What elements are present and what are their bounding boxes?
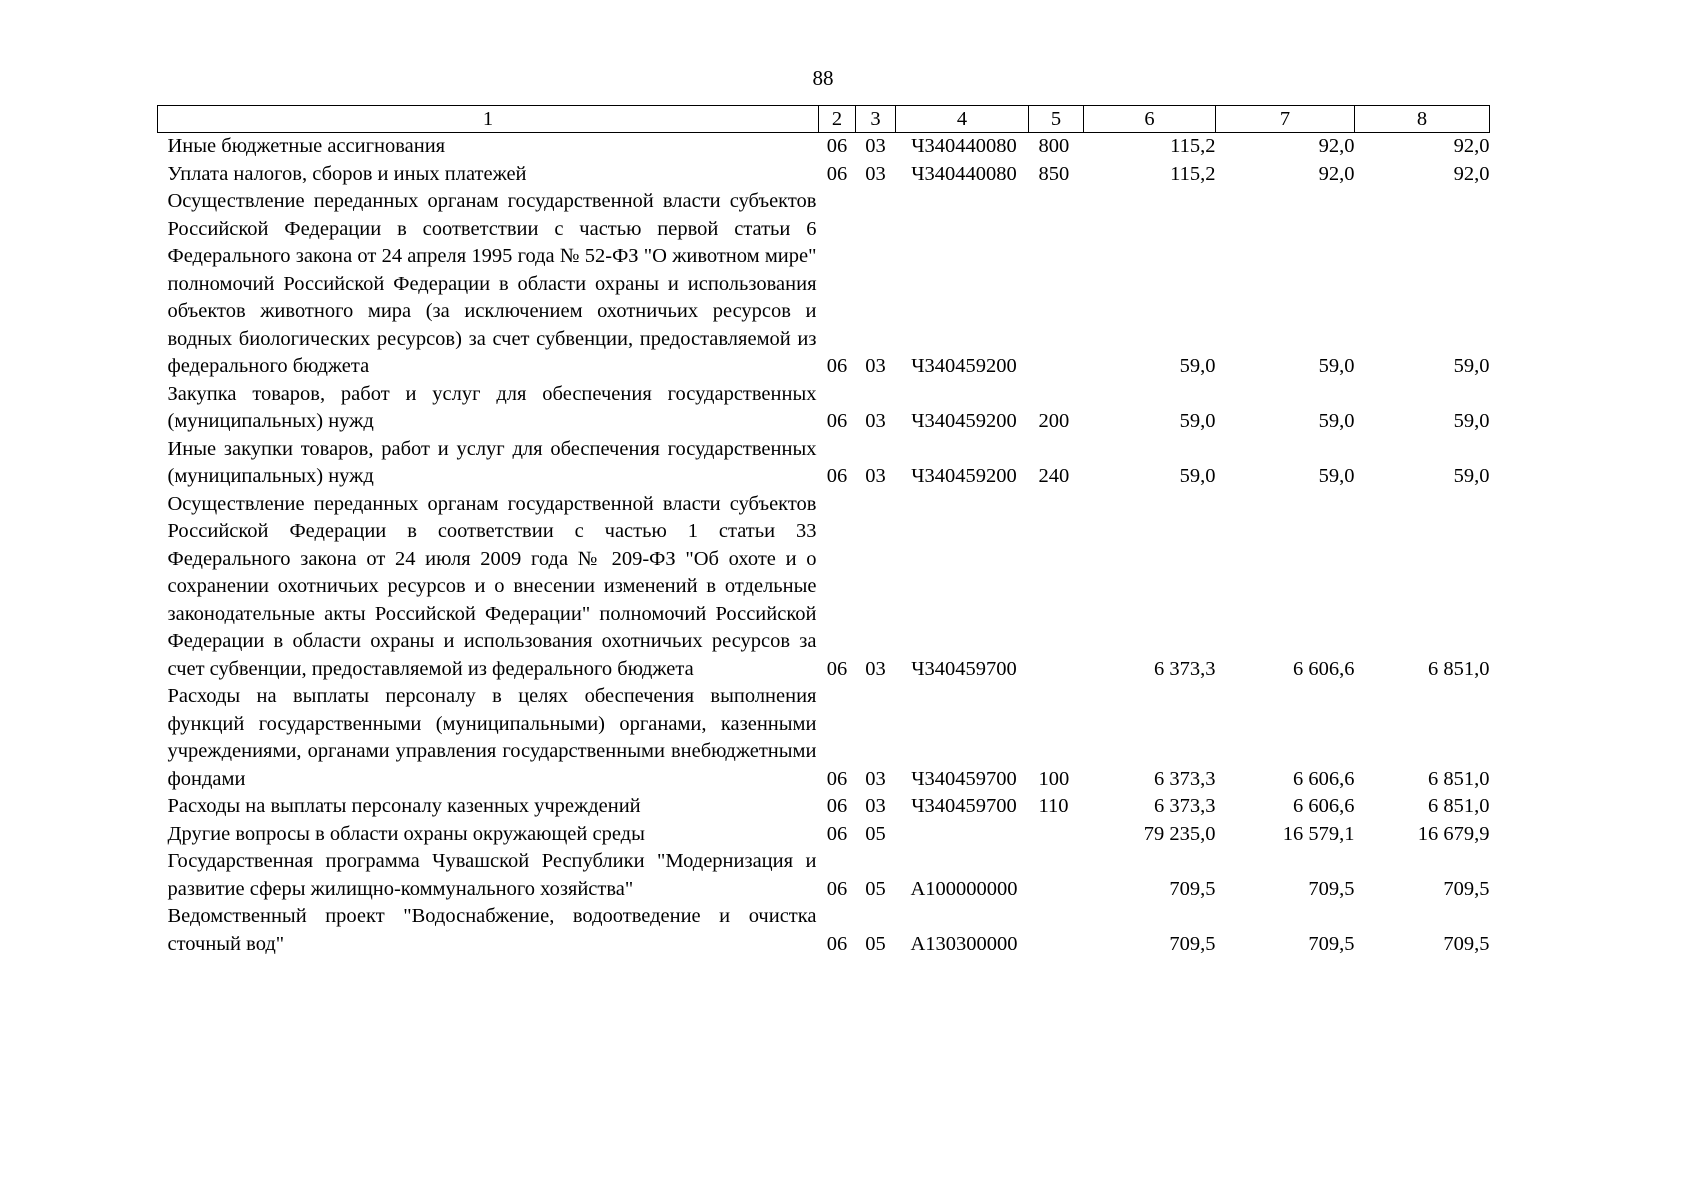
amount-col-8: 59,0 xyxy=(1453,465,1490,487)
subsection-code: 05 xyxy=(865,932,886,955)
table-row xyxy=(158,848,1490,903)
amount-col-7: 6 606,6 xyxy=(1293,657,1355,680)
header-row xyxy=(158,106,1490,133)
row-name: Другие вопросы в области охраны окружающей среды xyxy=(167,822,645,845)
section-code: 06 xyxy=(826,795,848,817)
col-header-7: 7 xyxy=(1216,106,1355,133)
section-code: 06 xyxy=(826,932,848,955)
table-row xyxy=(158,381,1490,436)
expense-type-code: 850 xyxy=(1038,162,1070,185)
amount-col-7: 709,5 xyxy=(1308,877,1355,900)
amount-col-6: 59,0 xyxy=(1179,465,1216,487)
amount-col-7: 92,0 xyxy=(1318,135,1355,157)
table-row xyxy=(158,161,1490,189)
amount-col-7: 59,0 xyxy=(1318,410,1355,432)
row-name: Иные закупки товаров, работ и услуг для обеспечения государственных (муниципальных) нужд xyxy=(167,437,817,487)
amount-col-8: 59,0 xyxy=(1453,355,1490,377)
target-article-code: A100000000 xyxy=(910,877,1018,900)
amount-col-7: 92,0 xyxy=(1318,162,1355,185)
amount-col-7: 59,0 xyxy=(1318,355,1355,377)
amount-col-8: 6 851,0 xyxy=(1428,657,1490,680)
subsection-code: 03 xyxy=(865,795,886,817)
expense-type-code: 110 xyxy=(1038,795,1069,817)
section-code: 06 xyxy=(826,767,848,790)
subsection-code: 03 xyxy=(865,162,886,185)
subsection-code: 03 xyxy=(865,410,886,432)
row-name: Осуществление переданных органам государственной власти субъектов Российской Федерации в соответствии с частью первой статьи 6 Федерального закона от 24 апреля 1995 года № 52-ФЗ "О животном мире" полномочий Российской Федерации в области охраны и использования объектов животного мира (за исключением охотничьих ресурсов и водных биологических ресурсов) за счет субвенции, предоставляемой из федерального бюджета xyxy=(167,190,817,377)
table-row xyxy=(158,133,1490,161)
target-article-code: Ч340459200 xyxy=(911,410,1017,432)
col-header-2: 2 xyxy=(819,106,856,133)
expense-type-code xyxy=(1029,848,1084,903)
col-header-1: 1 xyxy=(158,106,819,133)
row-name: Закупка товаров, работ и услуг для обеспечения государственных (муниципальных) нужд xyxy=(167,382,817,432)
table-row xyxy=(158,821,1490,849)
section-code: 06 xyxy=(826,355,848,377)
target-article-code: Ч340459700 xyxy=(911,767,1017,790)
amount-col-8: 6 851,0 xyxy=(1428,767,1490,790)
table-row xyxy=(158,683,1490,793)
table-row xyxy=(158,903,1490,958)
target-article-code: Ч340440080 xyxy=(911,135,1017,157)
amount-col-6: 115,2 xyxy=(1170,135,1216,157)
col-header-5: 5 xyxy=(1029,106,1084,133)
section-code: 06 xyxy=(826,135,848,157)
expense-type-code: 800 xyxy=(1038,135,1070,157)
expense-type-code xyxy=(1029,491,1084,684)
amount-col-6: 6 373,3 xyxy=(1154,657,1216,680)
target-article-code: Ч340459700 xyxy=(911,657,1017,680)
target-article-code: A130300000 xyxy=(910,932,1018,955)
expense-type-code: 100 xyxy=(1038,767,1070,790)
target-article-code: Ч340459200 xyxy=(911,355,1017,377)
row-name: Расходы на выплаты персоналу казенных учреждений xyxy=(167,795,641,817)
page-number: 88 xyxy=(812,66,834,90)
section-code: 06 xyxy=(826,410,848,432)
row-name: Осуществление переданных органам государственной власти субъектов Российской Федерации в соответствии с частью 1 статьи 33 Федерального закона от 24 июля 2009 года № 209-ФЗ "Об охоте и о сохранении охотничьих ресурсов и о внесении изменений в отдельные законодательные акты Российской Федерации" полномочий Российской Федерации в области охраны и использования охотничьих ресурсов за счет субвенции, предоставляемой из федерального бюджета xyxy=(167,492,817,680)
amount-col-6: 6 373,3 xyxy=(1154,795,1216,817)
section-code: 06 xyxy=(826,465,848,487)
subsection-code: 03 xyxy=(865,657,886,680)
target-article-code: Ч340440080 xyxy=(911,162,1017,185)
amount-col-8: 709,5 xyxy=(1443,877,1490,900)
subsection-code: 03 xyxy=(865,465,886,487)
amount-col-8: 92,0 xyxy=(1453,162,1490,185)
subsection-code: 05 xyxy=(865,877,886,900)
amount-col-8: 59,0 xyxy=(1453,410,1490,432)
subsection-code: 03 xyxy=(865,355,886,377)
section-code: 06 xyxy=(826,162,848,185)
amount-col-7: 709,5 xyxy=(1308,932,1355,955)
row-name: Иные бюджетные ассигнования xyxy=(167,135,446,157)
col-header-8: 8 xyxy=(1355,106,1490,133)
amount-col-8: 709,5 xyxy=(1443,932,1490,955)
section-code: 06 xyxy=(826,657,848,680)
target-article-code xyxy=(896,821,1029,849)
row-name: Расходы на выплаты персоналу в целях обеспечения выполнения функций государственными (муниципальными) органами, казенными учреждениями, органами управления государственными внебюджетными фондами xyxy=(167,685,817,790)
subsection-code: 03 xyxy=(865,135,886,157)
amount-col-6: 6 373,3 xyxy=(1154,767,1216,790)
target-article-code: Ч340459700 xyxy=(911,795,1017,817)
subsection-code: 03 xyxy=(865,767,886,790)
amount-col-6: 79 235,0 xyxy=(1143,822,1216,845)
amount-col-6: 709,5 xyxy=(1169,877,1216,900)
target-article-code: Ч340459200 xyxy=(911,465,1017,487)
amount-col-6: 59,0 xyxy=(1179,410,1216,432)
table-row xyxy=(158,491,1490,684)
col-header-4: 4 xyxy=(896,106,1029,133)
subsection-code: 05 xyxy=(865,822,886,845)
budget-table xyxy=(157,105,1490,958)
amount-col-7: 59,0 xyxy=(1318,465,1355,487)
expense-type-code xyxy=(1029,188,1084,381)
amount-col-7: 6 606,6 xyxy=(1293,767,1355,790)
row-name: Государственная программа Чувашской Республики "Модернизация и развитие сферы жилищно-коммунального хозяйства" xyxy=(167,850,817,900)
row-name: Ведомственный проект "Водоснабжение, водоотведение и очистка сточный вод" xyxy=(167,905,817,955)
amount-col-8: 92,0 xyxy=(1453,135,1490,157)
amount-col-8: 6 851,0 xyxy=(1428,795,1490,817)
col-header-3: 3 xyxy=(856,106,896,133)
table-row xyxy=(158,793,1490,821)
section-code: 06 xyxy=(826,877,848,900)
amount-col-6: 59,0 xyxy=(1179,355,1216,377)
amount-col-7: 16 579,1 xyxy=(1282,822,1355,845)
expense-type-code: 240 xyxy=(1038,465,1070,487)
expense-type-code: 200 xyxy=(1038,410,1070,432)
amount-col-6: 709,5 xyxy=(1169,932,1216,955)
table-row xyxy=(158,188,1490,381)
amount-col-7: 6 606,6 xyxy=(1293,795,1355,817)
expense-type-code xyxy=(1029,821,1084,849)
col-header-6: 6 xyxy=(1084,106,1216,133)
amount-col-8: 16 679,9 xyxy=(1417,822,1490,845)
row-name: Уплата налогов, сборов и иных платежей xyxy=(167,162,527,185)
table-row xyxy=(158,436,1490,491)
amount-col-6: 115,2 xyxy=(1170,162,1216,185)
section-code: 06 xyxy=(826,822,848,845)
expense-type-code xyxy=(1029,903,1084,958)
